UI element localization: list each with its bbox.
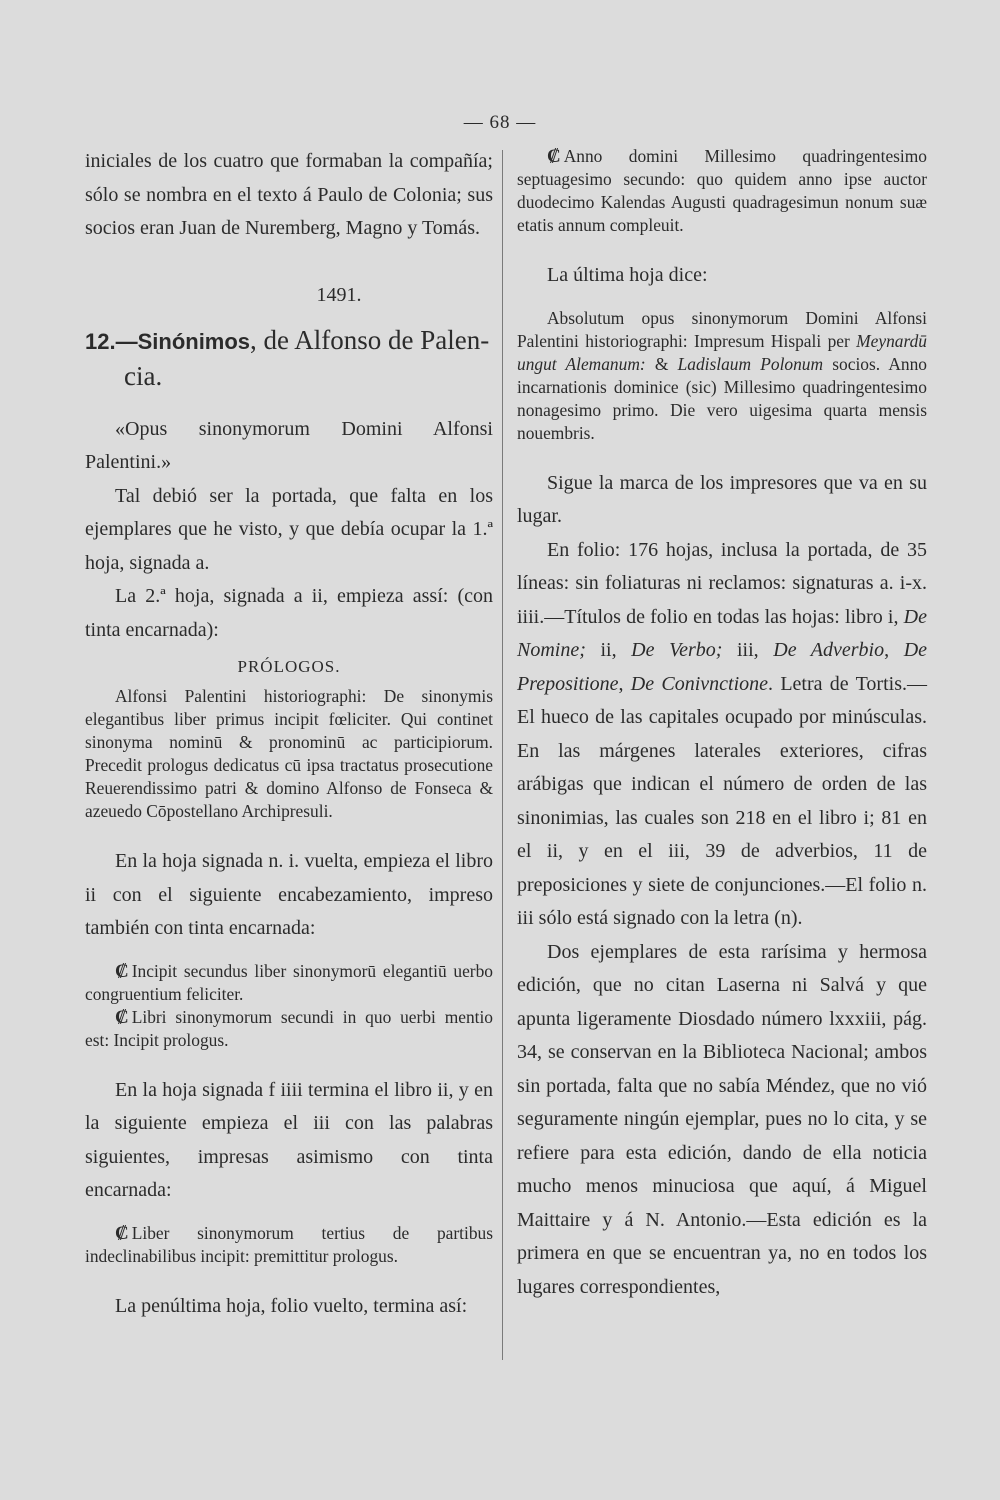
entry-title-rest: , de Alfonso de Palen- — [250, 324, 490, 355]
paragraph: La última hoja dice: — [547, 264, 708, 286]
left-column — [85, 145, 493, 1323]
pilcrow-icon: ₡ — [115, 1006, 129, 1028]
page-number: — 68 — — [463, 112, 537, 133]
entry-number: 12.— — [85, 328, 138, 354]
quote-block: ₡ Incipit secundus liber sinonymorū elegantiū uerbo congruentium feliciter. — [85, 960, 493, 1004]
quote-block: ₡ Libri sinonymorum secundi in quo uerbi mentio est: Incipit prologus. — [85, 1006, 493, 1050]
paragraph: Dos ejemplares de esta rarísima y hermosa edición, que no citan Laserna ni Salvá y que apunta ligeramente Diosdado número lxxxiii, pág. 34, se conservan en la Biblioteca Nacional; ambos sin portada, falta que no sabía Méndez, que no vió seguramente ningún ejemplar, pues no lo cita, y se refiere para esta edición, dando de ella noticia mucho menos minuciosa que aquí, á Miguel Maittaire y á N. Antonio.—Esta edición es la primera en que se encuentran ya, no en todos los lugares correspondientes, — [517, 940, 927, 1298]
paragraph: En la hoja signada n. i. vuelta, empieza el libro ii con el siguiente encabezamiento, impreso también con tinta encarnada: — [85, 850, 493, 939]
paragraph: Sigue la marca de los impresores que va en su lugar. — [517, 471, 927, 527]
quote-block: Absolutum opus sinonymorum Domini Alfonsi Palentini historiographi: Impresum Hispali per Meynardū ungut Alemanum: & Ladislaum Polonum socios. Anno incarnationis dominice (sic) Millesimo quadringentesimo nonagesimo primo. Die vero uigesima quarta mensis nouembris. — [517, 307, 927, 443]
paragraph: Tal debió ser la portada, que falta en los ejemplares que he visto, y que debía ocupar la 1.ª hoja, signada a. — [85, 484, 493, 574]
pilcrow-icon: ₡ — [115, 1222, 129, 1244]
paragraph: La penúltima hoja, folio vuelto, termina así: — [115, 1294, 468, 1317]
column-divider — [502, 150, 503, 1360]
entry-title-continuation: cia. — [124, 360, 163, 391]
pilcrow-icon: ₡ — [115, 960, 129, 982]
pilcrow-icon: ₡ — [547, 146, 561, 167]
paragraph: En la hoja signada f iiii termina el libro ii, y en la siguiente empieza el iii con las palabras siguientes, impresas asimismo con tinta encarnada: — [85, 1078, 493, 1201]
paragraph: En folio: 176 hojas, inclusa la portada, de 35 líneas: sin foliaturas ni reclamos: signaturas a. i-x. iiii.—Títulos de folio en todas las hojas: libro i, De Nomine; ii, De Verbo; iii, De Adverbio, De Prepositione, De Conivnctione. Letra de Tortis.—El hueco de las capitales ocupado por minúsculas. En las márgenes laterales exteriores, cifras arábigas que indican el número de orden de las sinonimias, las cuales son 218 en el libro i; 81 en el ii, y en el iii, 39 de adverbios, 11 de preposiciones y siete de conjunciones.—El folio n. iii sólo está signado con la letra (n). — [517, 538, 928, 929]
year-heading: 1491. — [316, 283, 362, 306]
paragraph: «Opus sinonymorum Domini Alfonsi Palentini.» — [85, 417, 493, 473]
quote-block: ₡ Liber sinonymorum tertius de partibus indeclinabilibus incipit: premittitur prologus. — [85, 1222, 493, 1266]
section-heading: PRÓLOGOS. — [237, 657, 341, 676]
quote-block: ₡ Anno domini Millesimo quadringentesimo septuagesimo secundo: quo quidem anno ipse auctor duodecimo Kalendas Augusti quadragesimun nonum suæ etatis annum compleuit. — [517, 146, 927, 235]
entry-word: Sinónimos — [137, 328, 251, 354]
entry-title — [85, 323, 493, 393]
paragraph: iniciales de los cuatro que formaban la compañía; sólo se nombra en el texto á Paulo de Colonia; sus socios eran Juan de Nuremberg, Magno y Tomás. — [85, 150, 493, 239]
paragraph: La 2.ª hoja, signada a ii, empieza assí: (con tinta encarnada): — [85, 585, 493, 641]
right-column — [517, 145, 927, 1304]
quote-block: Alfonsi Palentini historiographi: De sinonymis elegantibus liber primus incipit fœliciter. Qui continet sinonyma nominū & pronominū ac participiorum. Precedit prologus dedicatus cū ipsa tractatus prosecutione Reuerendissimo patri & domino Alfonso de Fonseca & azeuedo Cōpostellano Archipresuli. — [85, 686, 493, 821]
